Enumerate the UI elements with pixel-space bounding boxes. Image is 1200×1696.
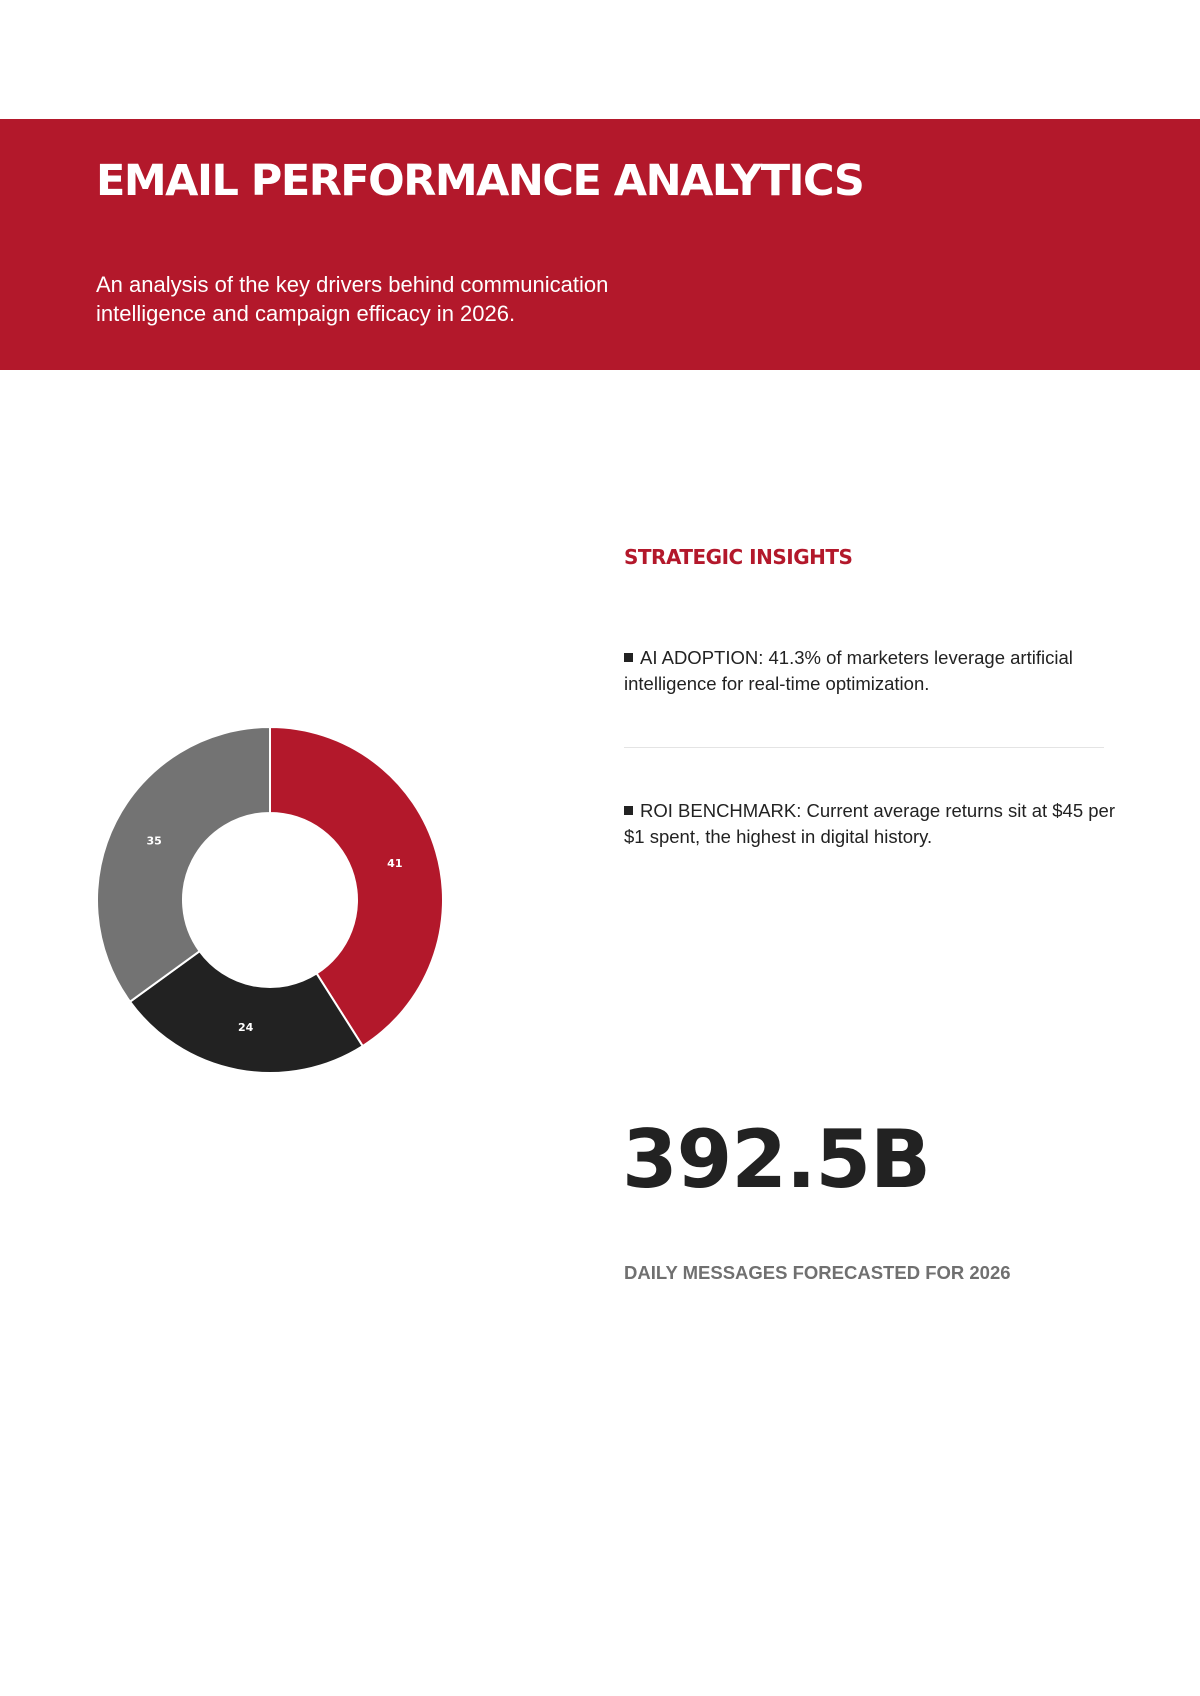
insights-divider — [624, 747, 1104, 748]
insight-ai-adoption — [624, 645, 1120, 696]
square-bullet-icon — [624, 653, 633, 662]
insight-text: AI ADOPTION: 41.3% of marketers leverage artificial intelligence for real-time optimization. — [624, 647, 1073, 694]
donut-slice-35 — [97, 727, 270, 1002]
donut-slice-label: 24 — [237, 1021, 254, 1035]
stat-caption: DAILY MESSAGES FORECASTED FOR 2026 — [624, 1262, 1011, 1283]
insight-roi-benchmark — [624, 798, 1120, 849]
page-subtitle: An analysis of the key drivers behind communication intelligence and campaign efficacy in 2026. — [96, 272, 609, 326]
square-bullet-icon — [624, 806, 633, 815]
donut-slice-label: 35 — [146, 834, 162, 848]
donut-chart — [90, 720, 450, 1080]
daily-messages-stat: 392.5B — [622, 1113, 931, 1206]
donut-slice-label: 41 — [387, 857, 403, 871]
insights-heading: STRATEGIC INSIGHTS — [624, 545, 853, 569]
page-title: EMAIL PERFORMANCE ANALYTICS — [96, 156, 864, 206]
donut-chart-svg — [90, 720, 450, 1080]
insight-text: ROI BENCHMARK: Current average returns sit at $45 per $1 spent, the highest in digital history. — [624, 800, 1116, 847]
